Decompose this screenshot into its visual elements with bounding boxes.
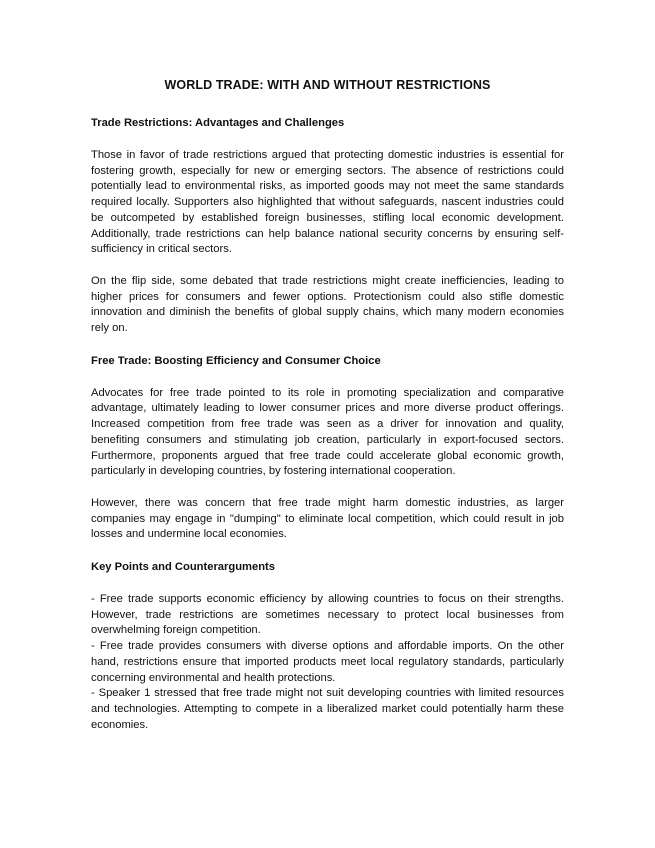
document-title: WORLD TRADE: WITH AND WITHOUT RESTRICTIONS (164, 78, 491, 92)
document-page (91, 76, 564, 733)
paragraph: Those in favor of trade restrictions argued that protecting domestic industries is essential for fostering growth, especially for new or emerging sectors. The absence of restrictions could potentially lead to environmental risks, as imported goods may not meet the same standards required locally. Supporters also highlighted that without safeguards, nascent industries could be outcompeted by established foreign businesses, stifling local economic development. Additionally, trade restrictions can help balance national security concerns by ensuring self-sufficiency in critical sectors. (91, 149, 564, 256)
section-trade-restrictions (91, 115, 564, 337)
section-free-trade (91, 353, 564, 543)
bullet-item: - Free trade supports economic efficiency by allowing countries to focus on their strengths. However, trade restrictions are sometimes necessary to protect local businesses from overwhelming foreign competition. (91, 593, 564, 637)
paragraph: However, there was concern that free trade might harm domestic industries, as larger companies may engage in "dumping" to eliminate local competition, which could result in job losses and undermine local economies. (91, 496, 564, 541)
paragraph: Advocates for free trade pointed to its role in promoting specialization and comparative advantage, ultimately leading to lower consumer prices and more diverse product offerings. Increased competition from free trade was seen as a driver for innovation and quality, benefiting consumers and stimulating job creation, particularly in export-focused sectors. Furthermore, proponents argued that free trade could accelerate global economic growth, particularly in developing countries, by fostering international cooperation. (91, 386, 564, 478)
bullet-item: - Speaker 1 stressed that free trade might not suit developing countries with limited resources and technologies. Attempting to compete in a liberalized market could potentially harm these economies. (91, 687, 564, 731)
section-key-points (91, 559, 564, 733)
section-heading: Key Points and Counterarguments (91, 561, 275, 574)
bullet-item: - Free trade provides consumers with diverse options and affordable imports. On the other hand, restrictions ensure that imported products meet local regulatory standards, particularly concerning environmental and health protections. (91, 640, 564, 684)
paragraph: On the flip side, some debated that trade restrictions might create inefficiencies, leading to higher prices for consumers and fewer options. Protectionism could also stifle domestic innovation and diminish the benefits of global supply chains, which many modern economies rely on. (91, 274, 564, 335)
section-heading: Free Trade: Boosting Efficiency and Consumer Choice (91, 354, 381, 367)
section-heading: Trade Restrictions: Advantages and Challenges (91, 117, 345, 129)
